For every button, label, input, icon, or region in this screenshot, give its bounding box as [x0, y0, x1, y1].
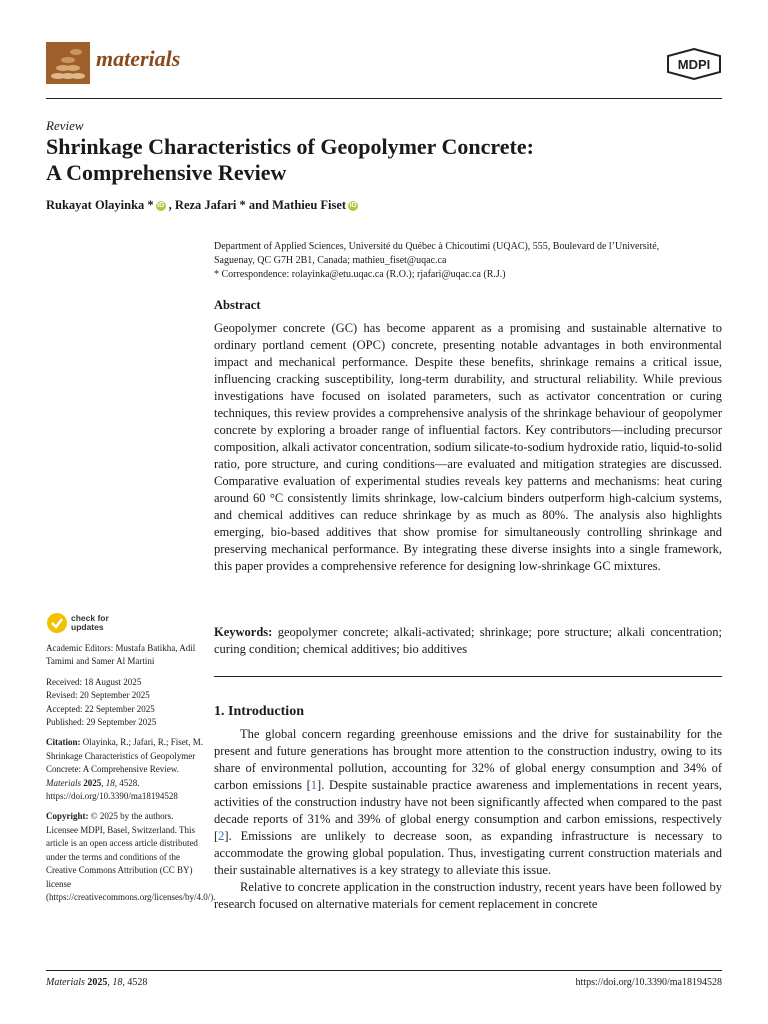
publisher-name: MDPI	[677, 57, 711, 72]
affiliation-line-2: Saguenay, QC G7H 2B1, Canada; mathieu_fiset@uqac.ca	[214, 255, 447, 266]
orcid-icon[interactable]: iD	[157, 201, 165, 209]
citation-journal: Materials	[46, 777, 81, 788]
intro-p1-part-a: The global concern regarding greenhouse emissions and the drive for sustainability for the present and future generations has brought more attention to the construction industry, owing to its share of environmental pollution, accounting for 32% of global energy consumption and 34% of carbon emissions [	[214, 727, 722, 792]
abstract-heading: Abstract	[214, 298, 261, 312]
keywords-label: Keywords:	[214, 625, 273, 639]
academic-editors: Academic Editors: Mustafa Batikha, Adil Tamimi and Samer Al Martini	[46, 643, 196, 667]
article-type: Review	[46, 118, 84, 133]
introduction-body	[214, 726, 722, 913]
check-for-updates-label	[71, 614, 109, 632]
correspondence: * Correspondence: rolayinka@etu.uqac.ca (R.O.); rjafari@uqac.ca (R.J.)	[214, 269, 506, 280]
copyright	[46, 810, 216, 904]
citation-label: Citation:	[46, 737, 81, 748]
section-divider	[214, 676, 722, 677]
footer-citation	[46, 977, 147, 988]
journal-header	[46, 40, 722, 99]
citation-year: 2025	[81, 777, 102, 788]
published-date: Published: 29 September 2025	[46, 717, 157, 728]
copyright-label: Copyright:	[46, 811, 89, 822]
citation-link-2[interactable]: 2	[218, 829, 225, 843]
section-heading-introduction: 1. Introduction	[214, 704, 304, 719]
check-label-line-1: check for	[71, 613, 109, 623]
footer-doi-link[interactable]: https://doi.org/10.3390/ma18194528	[575, 977, 722, 988]
keywords	[214, 624, 722, 658]
author-2-3[interactable]: , Reza Jafari * and Mathieu Fiset	[168, 198, 347, 212]
journal-name: materials	[96, 46, 181, 71]
footer-volume: , 18	[107, 977, 123, 988]
footer-year: 2025	[84, 977, 108, 988]
revised-date: Revised: 20 September 2025	[46, 690, 150, 701]
citation-link-1[interactable]: 1	[310, 778, 318, 792]
mdpi-logo-icon	[666, 48, 722, 80]
intro-paragraph-1	[214, 726, 722, 879]
citation	[46, 736, 206, 803]
affiliation-line-1: Department of Applied Sciences, Université du Québec à Chicoutimi (UQAC), 555, Boulevard de l’Université,	[214, 241, 660, 252]
article-sidebar	[46, 612, 216, 911]
check-for-updates-icon	[46, 612, 68, 634]
citation-volume: , 18	[101, 777, 115, 788]
accepted-date: Accepted: 22 September 2025	[46, 703, 155, 714]
keywords-text: geopolymer concrete; alkali-activated; shrinkage; pore structure; alkali concentration; curing condition; chemical additives; bio additives	[214, 625, 722, 656]
citation-text: Olayinka, R.; Jafari, R.; Fiset, M. Shrinkage Characteristics of Geopolymer Concrete: A Comprehensive Review.	[46, 737, 203, 775]
copyright-text: © 2025 by the authors. Licensee MDPI, Basel, Switzerland. This article is an open access article distributed under the terms and conditions of the Creative Commons Attribution (CC BY) license (https://creativecommons.org/licenses/by/4.0/).	[46, 811, 216, 902]
orcid-icon[interactable]: iD	[349, 201, 357, 209]
intro-p1-part-b: ]. Despite sustainable practice awareness and implementations in recent years, activities of the construction industry have not been significantly affected when compared to the past decade reports of 31% and 39% of global energy consumption and carbon emissions, respectively [	[214, 778, 722, 843]
article-title	[46, 134, 686, 186]
footer-page: , 4528	[122, 977, 148, 988]
intro-paragraph-2: Relative to concrete application in the construction industry, recent years have been followed by research focused on alternative materials for cement replacement in concrete	[214, 880, 722, 911]
check-for-updates-button[interactable]	[46, 612, 206, 634]
journal-logo-icon	[46, 42, 90, 84]
page-footer	[46, 970, 722, 988]
footer-journal: Materials	[46, 977, 85, 988]
title-line-1: Shrinkage Characteristics of Geopolymer Concrete:	[46, 134, 534, 159]
author-list	[46, 198, 361, 213]
citation-doi[interactable]: , 4528. https://doi.org/10.3390/ma18194528	[46, 777, 178, 802]
affiliations	[214, 240, 722, 282]
abstract-text: Geopolymer concrete (GC) has become apparent as a promising and sustainable alternative to ordinary portland cement (OPC) concrete, presenting notable advantages in both environmental impact and mechanical performance. Despite these benefits, shrinkage remains a critical issue, influencing cracking susceptibility, long-term durability, and structural reliability. While previous investigations have focused on isolated parameters, such as activator concentration or curing techniques, this review provides a comprehensive analysis of the shrinkage behaviour of geopolymer concrete by exploring a broader range of influential factors. Key contributors—including precursor composition, alkali activator concentration, sodium silicate-to-sodium hydroxide ratio, liquid-to-solid ratio, pore structure, and curing conditions—are evaluated and mitigation strategies are discussed. Comparative evaluation of experimental studies reveals key patterns and mechanisms: heat curing around 60 °C consistently limits shrinkage, low-calcium binders outperform high-calcium systems, and chemical additives can reduce shrinkage by as much as 80%. The analysis also highlights emerging, bio-based additives that show promise for simultaneously controlling shrinkage and preserving mechanical performance. By integrating these diverse insights into a single framework, this paper provides a comprehensive reference for designing low-shrinkage GC mixtures.	[214, 321, 722, 573]
received-date: Received: 18 August 2025	[46, 676, 142, 687]
title-line-2: A Comprehensive Review	[46, 160, 287, 185]
author-1[interactable]: Rukayat Olayinka *	[46, 198, 154, 212]
check-label-line-2: updates	[71, 622, 104, 632]
intro-p1-part-c: ]. Emissions are unlikely to decrease soon, as expanding infrastructure is necessary to accommodate the growing global population. Thus, investigating current construction materials and their sustainable alternatives is a key strategy to alleviate this issue.	[214, 829, 722, 877]
dates	[46, 676, 206, 730]
